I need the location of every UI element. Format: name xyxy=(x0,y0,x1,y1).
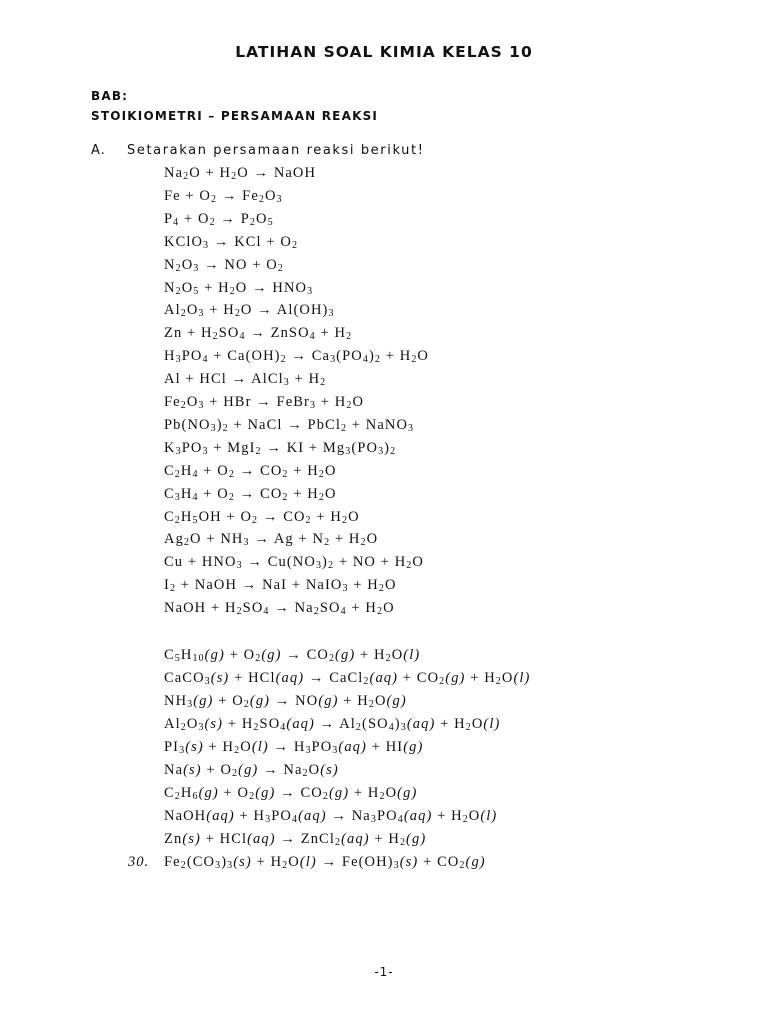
equation: Zn(s) + HCl(aq) → ZnCl$_2$(aq) + $H_2(g)$ xyxy=(164,831,427,848)
equation: $C_2H_4 + O_2 \to CO_2 + H_2O$ xyxy=(164,462,337,480)
equation: $C_2H_6(g) + O_2(g) \to CO_2(g) + H_2O(g)$ xyxy=(164,785,418,802)
equation-number: 30. xyxy=(128,854,150,870)
equation: $PI_3(s) + H_2O(l) \to H_3PO_3(aq) + HI(g)$ xyxy=(164,739,424,756)
equation: $P_4 + O_2 \to P_2O_5$ xyxy=(164,210,274,228)
equation: NaOH(aq) + $H_3PO_4(aq) \to Na_3PO_4(aq) + H_2O(l)$ xyxy=(164,808,498,825)
equation: $Cu + HNO_3 \to Cu(NO_3)_2$ + NO + $H_2O$ xyxy=(164,554,424,572)
equation: $Al_2O_3 + H_2O \to Al(OH)_3$ xyxy=(164,302,335,320)
equation: $Pb(NO_3)_2$ + NaCl → PbCl$_2$ + NaNO$_3$ xyxy=(164,416,415,434)
equation: $Fe + O_2 \to Fe_2O_3$ xyxy=(164,187,283,205)
equation: $N_2O_5 + H_2O \to HNO_3$ xyxy=(164,279,314,297)
equation: $Ag_2O + NH_3 \to Ag + N_2 + H_2O$ xyxy=(164,531,379,549)
page-number: -1- xyxy=(374,965,394,979)
equation: $Na_2O + H_2O$ → NaOH xyxy=(164,165,317,182)
equation: $C_2H_5OH + O_2 \to CO_2 + H_2O$ xyxy=(164,508,360,526)
page-title: LATIHAN SOAL KIMIA KELAS 10 xyxy=(235,43,533,61)
equation: $C_5H_{10}(g) + O_2(g) \to CO_2(g) + H_2O(l)$ xyxy=(164,647,421,664)
equation: $Fe_2(CO_3)_3(s) + H_2O(l) \to Fe(OH)_3(s) + CO_2(g)$ xyxy=(164,854,486,871)
equation: $N_2O_3$ → NO + $O_2$ xyxy=(164,256,284,274)
equation: $K_3PO_3 + MgI_2$ → KI + $Mg_3(PO_3)_2$ xyxy=(164,439,397,457)
equation: $H_3PO_4 + Ca(OH)_2 \to Ca_3(PO_4)_2 + H_2O$ xyxy=(164,348,429,366)
equation: $Al_2O_3(s) + H_2SO_4(aq) \to Al_2(SO_4)_3(aq) + H_2O(l)$ xyxy=(164,716,501,733)
chapter-label: BAB: xyxy=(91,89,129,103)
equation: $Na(s) + O_2(g) \to Na_2O(s)$ xyxy=(164,762,339,779)
equation: Al + HCl → AlCl$_3$ + $H_2$ xyxy=(164,371,327,389)
equation: $NH_3(g) + O_2(g) \to NO(g) + H_2O(g)$ xyxy=(164,693,407,710)
chapter-name: STOIKIOMETRI – PERSAMAAN REAKSI xyxy=(91,109,379,123)
section-letter: A. xyxy=(91,143,106,158)
section-instruction: Setarakan persamaan reaksi berikut! xyxy=(127,143,425,158)
equation: NaOH + $H_2SO_4 \to Na_2SO_4 + H_2O$ xyxy=(164,600,395,618)
equation: KClO$_3$ → KCl + $O_2$ xyxy=(164,233,299,251)
equation: $Zn + H_2SO_4$ → ZnSO$_4$ + $H_2$ xyxy=(164,325,353,343)
equation: $C_3H_4 + O_2 \to CO_2 + H_2O$ xyxy=(164,485,337,503)
equation: $Fe_2O_3$ + HBr → FeBr$_3$ + $H_2O$ xyxy=(164,394,365,411)
equation: CaCO$_3$(s) + HCl(aq) → CaCl$_2$(aq) + $CO_2(g) + H_2O(l)$ xyxy=(164,670,531,687)
equation: $I_2$ + NaOH → NaI + NaIO$_3$ + $H_2O$ xyxy=(164,577,397,595)
